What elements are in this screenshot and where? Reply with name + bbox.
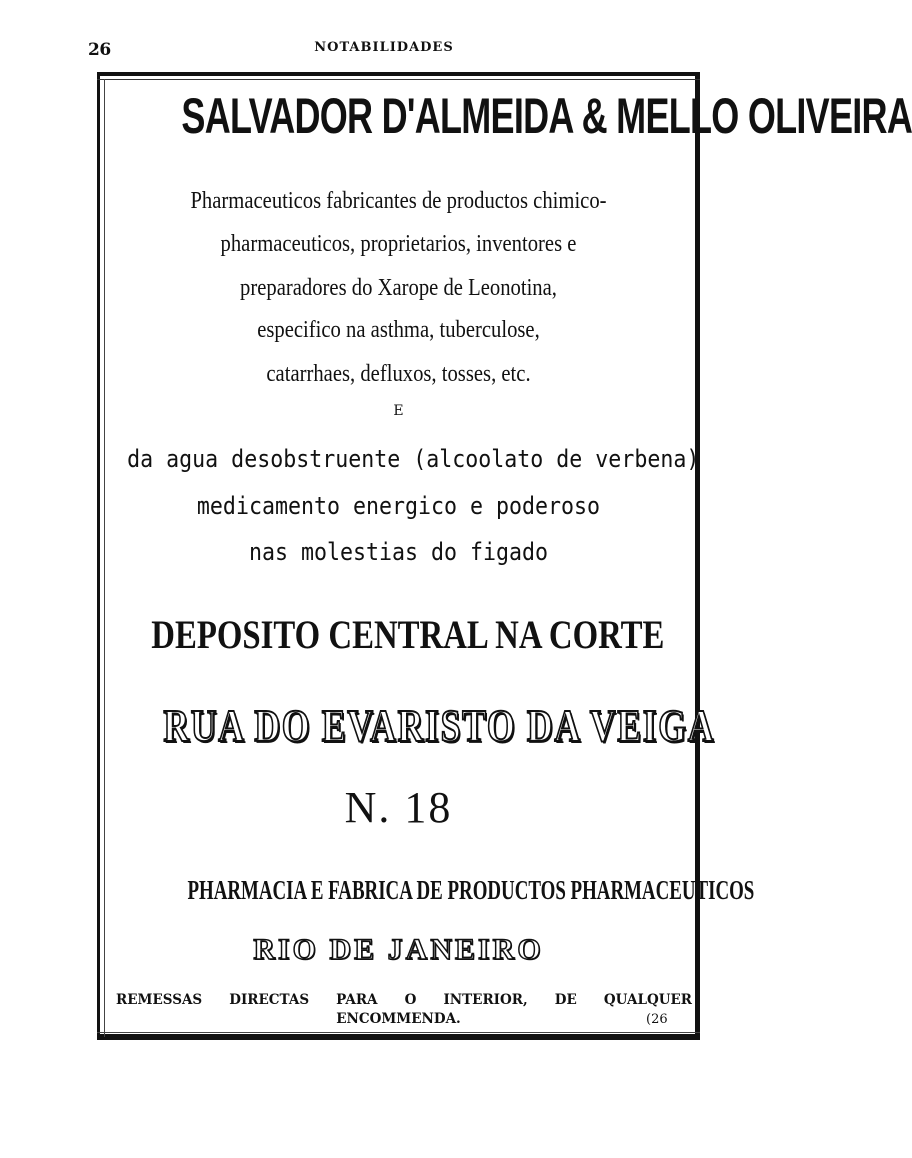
agua-line: da agua desobstruente (alcoolato de verbena) [127, 445, 700, 473]
description-line: pharmaceuticos, proprietarios, inventores e [220, 231, 577, 257]
deposito-heading: DEPOSITO CENTRAL NA CORTE [151, 612, 665, 657]
frame-inner-rule-left [104, 79, 105, 1037]
remessas-line: REMESSAS DIRECTAS PARA O INTERIOR, DE QUALQUER [116, 992, 692, 1008]
city-name: RIO DE JANEIRO [253, 933, 544, 966]
agua-line: medicamento energico e poderoso [196, 492, 601, 520]
pharmacy-factory-line: PHARMACIA E FABRICA DE PRODUCTOS PHARMACEUTICOS [187, 875, 755, 905]
street-address: RUA DO EVARISTO DA VEIGA [163, 700, 716, 751]
firm-name: SALVADOR D'ALMEIDA & MELLO OLIVEIRA [181, 88, 912, 144]
description-line: preparadores do Xarope de Leonotina, [240, 275, 557, 301]
conjunction: E [393, 403, 404, 419]
ad-code: (26 [646, 1012, 668, 1027]
frame-inner-rule-bottom [97, 1032, 700, 1033]
frame-inner-rule-top [97, 79, 700, 80]
encommenda-line: ENCOMMENDA. [336, 1011, 461, 1027]
street-number: N. 18 [344, 783, 453, 832]
page-number: 26 [88, 40, 111, 60]
description-line: especifico na asthma, tuberculose, [257, 317, 540, 343]
description-line: Pharmaceuticos fabricantes de productos chimico- [190, 188, 607, 214]
description-line: catarrhaes, defluxos, tosses, etc. [266, 361, 531, 387]
running-head: NOTABILIDADES [314, 40, 454, 55]
agua-line: nas molestias do figado [248, 538, 549, 566]
